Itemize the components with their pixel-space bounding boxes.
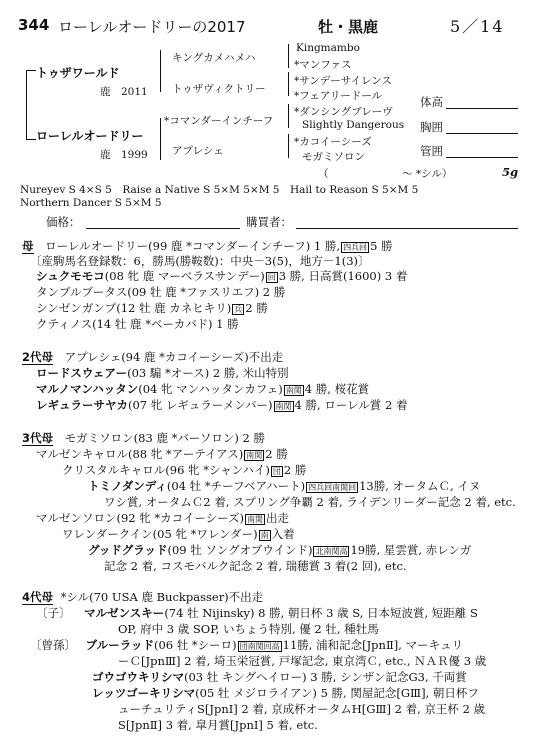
gen2-sire-dam: トゥザヴィクトリー (172, 83, 266, 95)
gen3-badge: 南関 (246, 450, 263, 460)
gen4-note: （ ～ *シル） (318, 168, 453, 180)
gen4-great-text: (06 牡 *シーロ) (153, 638, 237, 652)
height-label: 体高 (420, 95, 443, 109)
produce-badge: 回 (267, 272, 276, 282)
gen3-tail: 19勝, 星雲賞, 赤レンガ (350, 543, 472, 557)
bracket-line (288, 104, 289, 128)
dam-title-badge: 四兵回 (343, 242, 368, 252)
bracket-line (288, 44, 289, 68)
bracket-line (26, 70, 27, 140)
produce-text: (08 牝 鹿 マーベラスサンデー) (104, 269, 265, 283)
girth-label: 胸囲 (420, 120, 443, 134)
gen3-cont: ワシ賞, オータムＣ2 着, スプリング争覇 2 着, ライデンリーダー記念 2 着, etc. (104, 495, 516, 509)
gen3-item: Slightly Dangerous (302, 119, 405, 131)
inbreeding-line: Northern Dancer S 5×M 5 (20, 197, 162, 209)
gen3-line: マルゼンキャロル(88 牝 *アーテイアス) (36, 447, 244, 461)
dam-title: ローレルオードリー(99 鹿 *コマンダーインチーフ) 1 勝, (45, 239, 341, 253)
gen3-item: Kingmambo (296, 42, 360, 54)
gen4-child-name: マルゼンスキー (84, 606, 165, 620)
cannon-label: 管囲 (420, 144, 443, 158)
produce-text: (14 牡 鹿 *ベーカバド) 1 勝 (92, 317, 239, 331)
gen3-item: モガミソロン (302, 151, 365, 163)
bracket-line (288, 72, 289, 96)
gen3-line: クリスタルキャロル(96 牝 *シャンハイ) (62, 463, 270, 477)
gen4-great-text: (05 牡 メジロライアン) 5 勝, 関屋記念[GⅢ], 朝日杯フ (195, 686, 479, 700)
bracket-line (160, 50, 161, 92)
produce-text: (09 牡 鹿 *ファスリエフ) 2 勝 (127, 285, 286, 299)
dam-section-label: 母 (22, 239, 34, 253)
gen2-title: アプレシェ(94 鹿 *カコイーシーズ)不出走 (64, 350, 284, 364)
dam-produce: 〔産駒馬名登録数：6，勝馬(勝鞍数)：中央－3(5)，地方－1(3)〕 (30, 254, 370, 268)
produce-badge: 兵 (234, 304, 243, 314)
bracket-line (288, 134, 289, 158)
buyer-label: 購買者： (246, 215, 292, 229)
gen2-section-label: 2代母 (22, 350, 54, 364)
gen3-badge: 団 (272, 466, 281, 476)
produce-name: クティノス (36, 317, 93, 331)
dam-name: ローレルオードリー (36, 129, 144, 143)
gen3-tail: 13勝, オータムＣ, イヌ (359, 479, 481, 493)
gen3-title: モガミソロン(83 鹿 *バーソロン) 2 勝 (64, 431, 266, 445)
dam-info: 鹿 1999 (100, 149, 148, 161)
gen3-item: *カコイーシーズ (294, 136, 372, 148)
gen3-item: *マンファス (294, 59, 352, 71)
gen4-great-name: レッツゴーキリシマ (92, 686, 196, 700)
gen3-line: ワレンダークイン(05 牝 *ワレンダー) (62, 527, 258, 541)
gen4-great-tag: 〔曾孫〕 (30, 638, 76, 652)
gen2-produce-text: (07 牝 レギュラーメンバー) (128, 398, 273, 412)
price-label: 価格： (46, 215, 81, 229)
gen3-cont: 記念 2 着, コスモバルク記念 2 着, 瑞穂賞 3 着(2 回), etc. (104, 559, 407, 573)
gen4-child-cont: OP, 府中 3 歳 SOP, いちょう特別, 優 2 牡, 種牡馬 (118, 622, 379, 636)
gen4-great-cont: ーＣ[JpnⅢ] 2 着, 埼玉栄冠賞, 戸塚記念, 東京湾Ｃ, etc., ＮＡＲ優 3 歳 (118, 654, 487, 668)
gen2-produce-name: レギュラーサヤカ (36, 398, 128, 412)
gen2-produce-text: (04 牝 マンハッタンカフェ) (138, 382, 283, 396)
price-blank (86, 228, 240, 229)
gen2-produce-tail: 4 勝, ローレル賞 2 着 (294, 398, 408, 412)
bracket-line (160, 118, 161, 160)
gen2-produce-text: (03 騸 *オース) 2 勝, 米山特別 (127, 366, 289, 380)
buyer-blank (296, 228, 518, 229)
gen3-text: (04 牡 *チーフベアハート) (166, 479, 306, 493)
gen2-produce-name: マルノマンハッタン (36, 382, 139, 396)
gen2-produce-badge: 南関 (285, 385, 302, 395)
sex-color: 牡・黒鹿 (318, 18, 379, 36)
dam-title-tail: 5 勝 (370, 239, 393, 253)
gen3-item: *フェアリードール (294, 90, 383, 102)
horse-name: ローレルオードリーの2017 (58, 18, 246, 36)
gen3-badge: 南関 (247, 514, 264, 524)
gen4-great-cont: ューチュリティS[JpnⅠ] 2 着, 京成杯オータムH[GⅢ] 2 着, 京王杯 2 歳 (118, 702, 486, 716)
girth-blank (446, 133, 518, 134)
gen4-great-text: (03 牡 キングヘイロー) 3 勝, シンザン記念G3, 千両賞 (184, 670, 467, 684)
bracket-line (26, 70, 36, 71)
gen3-line: マルゼンソロン(92 牝 *カコイーシーズ) (36, 511, 245, 525)
produce-name: シュクモモコ (36, 269, 105, 283)
sire-info: 鹿 2011 (100, 86, 148, 98)
gen3-badge: 北南関高 (315, 546, 348, 556)
cannon-blank (446, 157, 518, 158)
gen3-badge: 四兵回南関回 (308, 482, 357, 492)
gen2-dam-dam: アプレシェ (172, 145, 224, 157)
gen3-tail: 2 勝 (283, 463, 307, 477)
gen2-dam-sire: *コマンダーインチーフ (164, 115, 274, 127)
gen3-name: トミノダンディ (88, 479, 167, 493)
gen3-item: *サンデーサイレンス (294, 75, 392, 87)
height-blank (446, 108, 518, 109)
produce-text: (12 牡 鹿 カネヒキリ) (116, 301, 232, 315)
gen4-title: *シル(70 USA 鹿 Buckpasser)不出走 (60, 590, 264, 604)
gen2-sire-sire: キングカメハメハ (172, 52, 256, 64)
gen2-produce-badge: 南関 (275, 401, 292, 411)
birth-date: 5／14 (450, 17, 505, 36)
gen3-section-label: 3代母 (22, 431, 54, 445)
gen4-great-name: ブルーラッド (85, 638, 154, 652)
gen2-produce-name: ロードスウェアー (36, 366, 128, 380)
gen4-great-cont: S[JpnⅡ] 3 着, 皐月賞[JpnⅠ] 5 着, etc. (118, 718, 318, 732)
lot-number: 344 (18, 16, 50, 34)
gen3-name: グッドグラッド (88, 543, 168, 557)
gen4-great-tail: 11勝, 浦和記念[JpnⅡ], マーキュリ (282, 638, 464, 652)
gen4-child-text: (74 牡 Nijinsky) 8 勝, 朝日杯 3 歳 S, 日本短波賞, 短距離 S (164, 606, 478, 620)
produce-name: タンブルブータス (36, 285, 128, 299)
gen4-great-badge: 団南関回高 (239, 641, 280, 651)
gen3-tail: 2 勝 (265, 447, 288, 461)
gen4-section-label: 4代母 (22, 590, 54, 604)
produce-tail: 2 勝 (245, 301, 268, 315)
weight-note: 5g (502, 165, 519, 179)
gen3-tail: 入着 (271, 527, 295, 541)
produce-name: シンゼンガンプ (36, 301, 117, 315)
gen2-produce-tail: 4 勝, 桜花賞 (304, 382, 370, 396)
produce-tail: 3 勝, 日高賞(1600) 3 着 (278, 269, 408, 283)
sire-name: トゥザワールド (36, 66, 120, 80)
gen3-badge: 南 (260, 530, 269, 540)
gen4-child-tag: 〔子〕 (36, 606, 71, 620)
bracket-line (26, 139, 36, 140)
gen3-text: (09 牡 ソングオブウインド) (167, 543, 313, 557)
inbreeding-line: Nureyev S 4×S 5 Raise a Native S 5×M 5×M 5 Hail to Reason S 5×M 5 (20, 184, 419, 196)
gen3-item: *ダンシングブレーヴ (294, 106, 393, 118)
gen3-tail: 出走 (266, 511, 290, 525)
gen4-great-name: ゴウゴウキリシマ (92, 670, 184, 684)
